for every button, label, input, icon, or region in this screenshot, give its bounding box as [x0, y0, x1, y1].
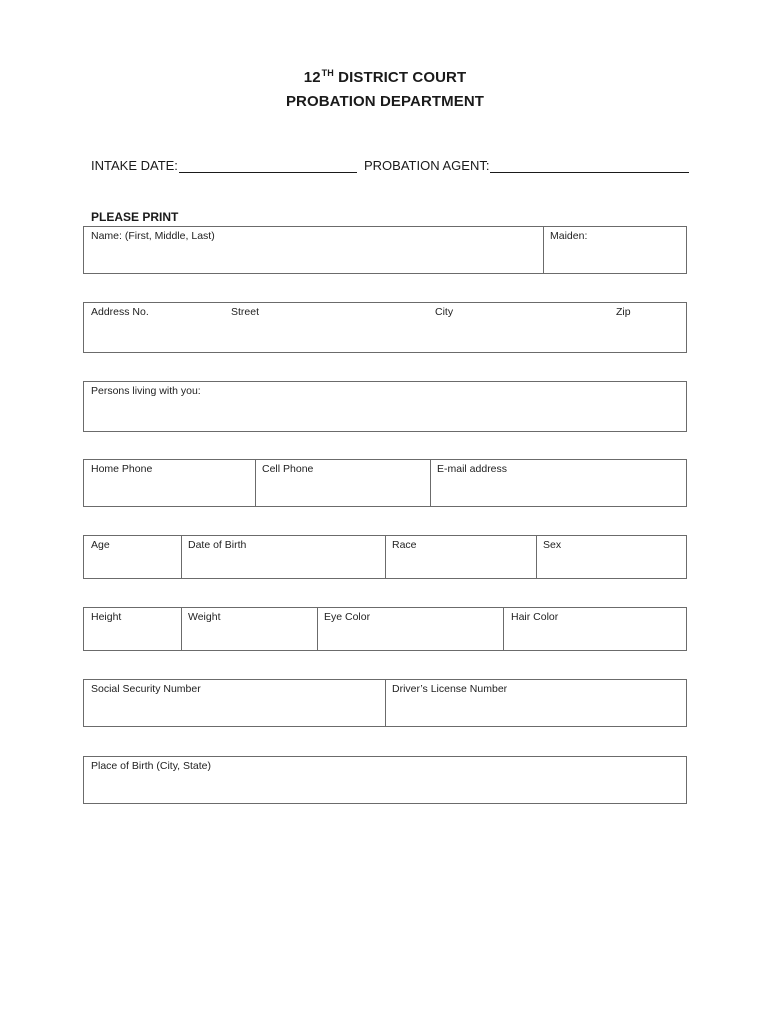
home-phone-label: Home Phone [91, 463, 153, 475]
cell-phone-label: Cell Phone [262, 463, 314, 475]
hair-color-label: Hair Color [511, 611, 559, 623]
divider [543, 227, 544, 273]
name-label: Name: (First, Middle, Last) [91, 230, 215, 242]
probation-agent-label: PROBATION AGENT: [364, 158, 490, 173]
divider [181, 536, 182, 578]
street-label: Street [231, 306, 260, 318]
name-box [83, 226, 687, 274]
divider [430, 460, 431, 506]
maiden-label: Maiden: [550, 230, 588, 242]
email-label: E-mail address [437, 463, 508, 475]
court-number: 12 [303, 69, 321, 86]
city-label: City [435, 306, 454, 318]
address-box [83, 302, 687, 353]
weight-label: Weight [188, 611, 221, 623]
eye-color-label: Eye Color [324, 611, 371, 623]
persons-box [83, 381, 687, 432]
divider [255, 460, 256, 506]
intake-date-field [91, 158, 357, 173]
probation-agent-input[interactable] [490, 159, 689, 173]
drivers-license-label: Driver’s License Number [392, 683, 508, 695]
physical-box [83, 607, 687, 651]
ssn-label: Social Security Number [91, 683, 201, 695]
please-print-label: PLEASE PRINT [91, 210, 179, 224]
dob-label: Date of Birth [188, 539, 247, 551]
court-number-suffix: TH [321, 68, 334, 78]
height-label: Height [91, 611, 122, 623]
birthplace-box [83, 756, 687, 804]
persons-label: Persons living with you: [91, 385, 201, 397]
divider [317, 608, 318, 650]
intake-date-label: INTAKE DATE: [91, 158, 178, 173]
zip-label: Zip [616, 306, 631, 318]
divider [536, 536, 537, 578]
age-label: Age [91, 539, 110, 551]
intake-date-input[interactable] [179, 159, 357, 173]
divider [503, 608, 504, 650]
sex-label: Sex [543, 539, 562, 551]
address-no-label: Address No. [91, 306, 149, 318]
birthplace-label: Place of Birth (City, State) [91, 760, 212, 772]
divider [385, 680, 386, 726]
race-label: Race [392, 539, 417, 551]
id-box [83, 679, 687, 727]
age-box [83, 535, 687, 579]
department-title: PROBATION DEPARTMENT [285, 93, 485, 110]
divider [385, 536, 386, 578]
divider [181, 608, 182, 650]
phone-box [83, 459, 687, 507]
court-name: DISTRICT COURT [338, 69, 467, 86]
court-title [0, 68, 770, 86]
probation-agent-field [364, 158, 689, 173]
